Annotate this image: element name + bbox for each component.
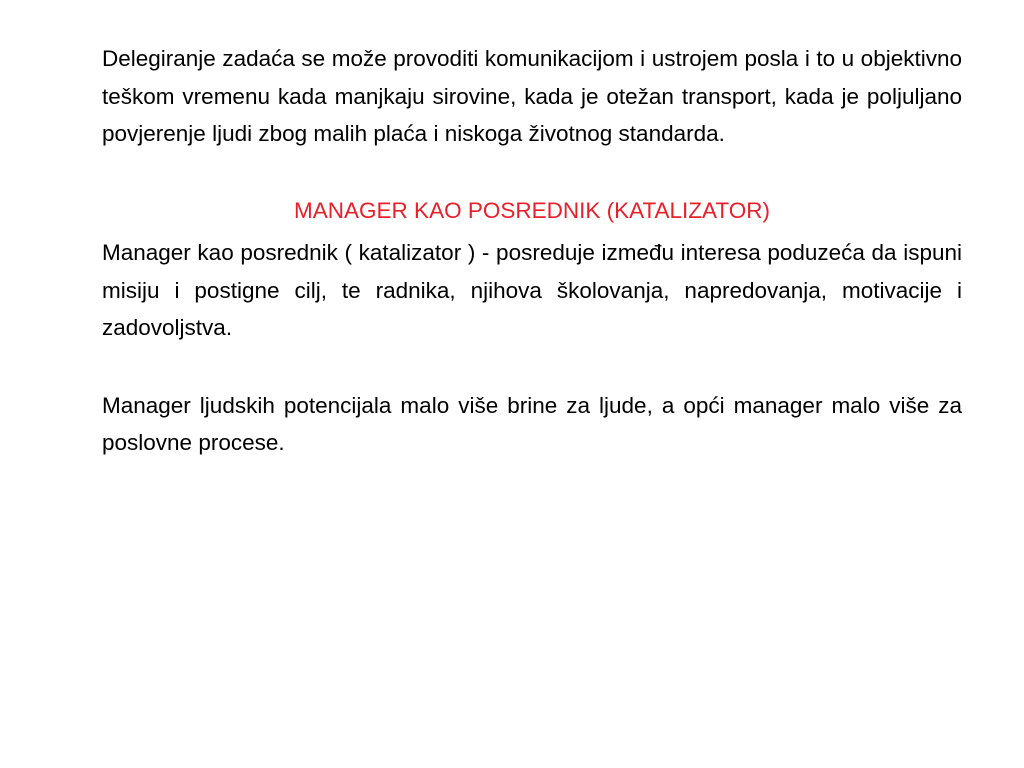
- paragraph-mediator: Manager kao posrednik ( katalizator ) - posreduje između interesa poduzeća da ispuni misiju i postigne cilj, te radnika, njihova školovanja, napredovanja, motivacije i zadovoljstva.: [102, 240, 962, 340]
- spacer: [102, 153, 962, 192]
- spacer: [102, 347, 962, 387]
- paragraph-hr-manager: Manager ljudskih potencijala malo više brine za ljude, a opći manager malo više za poslovne procese.: [102, 392, 962, 455]
- paragraph-delegation: Delegiranje zadaća se može provoditi komunikacijom i ustrojem posla i to u objektivno teškom vremenu kada manjkaju sirovine, kada je otežan transport, kada je poljuljano povjerenje ljudi zbog malih plaća i niskoga životnog standarda.: [102, 46, 962, 146]
- section-heading: MANAGER KAO POSREDNIK (KATALIZATOR): [294, 197, 770, 223]
